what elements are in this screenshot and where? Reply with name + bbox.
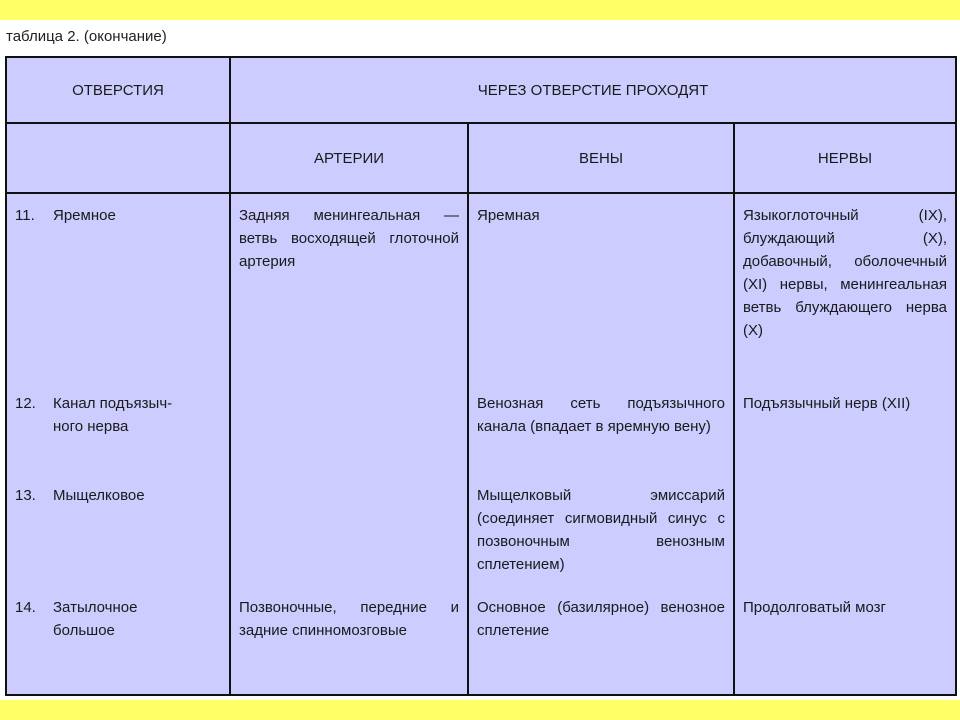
table-caption: таблица 2. (окончание) <box>6 28 167 45</box>
slide-page <box>0 20 960 700</box>
veins-13: Мыщелковый эмиссарий (соединяет сигмовидный синус с позвоночным венозным сплетением) <box>477 487 725 573</box>
veins-12: Венозная сеть подъязычного канала (впадает в яремную вену) <box>477 395 725 435</box>
column-nerves <box>734 193 956 695</box>
header-openings: ОТВЕРСТИЯ <box>6 57 230 123</box>
header-passing: ЧЕРЕЗ ОТВЕРСТИЕ ПРОХОДЯТ <box>230 57 956 123</box>
opening-14: 14. Затылочное большое <box>15 599 138 639</box>
header-veins: ВЕНЫ <box>468 123 734 193</box>
header-nerves: НЕРВЫ <box>734 123 956 193</box>
header-arteries: АРТЕРИИ <box>230 123 468 193</box>
arteries-11: Задняя менингеальная — ветвь восходящей глоточной артерия <box>239 207 459 270</box>
arteries-14: Позвоночные, передние и задние спинномозговые <box>239 599 459 639</box>
header-empty <box>6 123 230 193</box>
opening-13: 13. Мыщелковое <box>15 487 145 504</box>
column-openings <box>6 193 230 695</box>
opening-12: 12. Канал подъязыч- ного нерва <box>15 395 173 435</box>
veins-11: Яремная <box>477 207 540 224</box>
nerves-12: Подъязычный нерв (XII) <box>743 395 911 412</box>
column-veins <box>468 193 734 695</box>
nerves-11: Языкоглоточный (IX), блуждающий (X), добавочный, оболочечный (XI) нервы, менингеальная ветвь блуждающего нерва (X) <box>743 207 947 339</box>
foramina-table <box>5 56 957 696</box>
column-arteries <box>230 193 468 695</box>
veins-14: Основное (базилярное) венозное сплетение <box>477 599 725 639</box>
nerves-14: Продолговатый мозг <box>743 599 886 616</box>
opening-11: 11. Яремное <box>15 207 116 224</box>
